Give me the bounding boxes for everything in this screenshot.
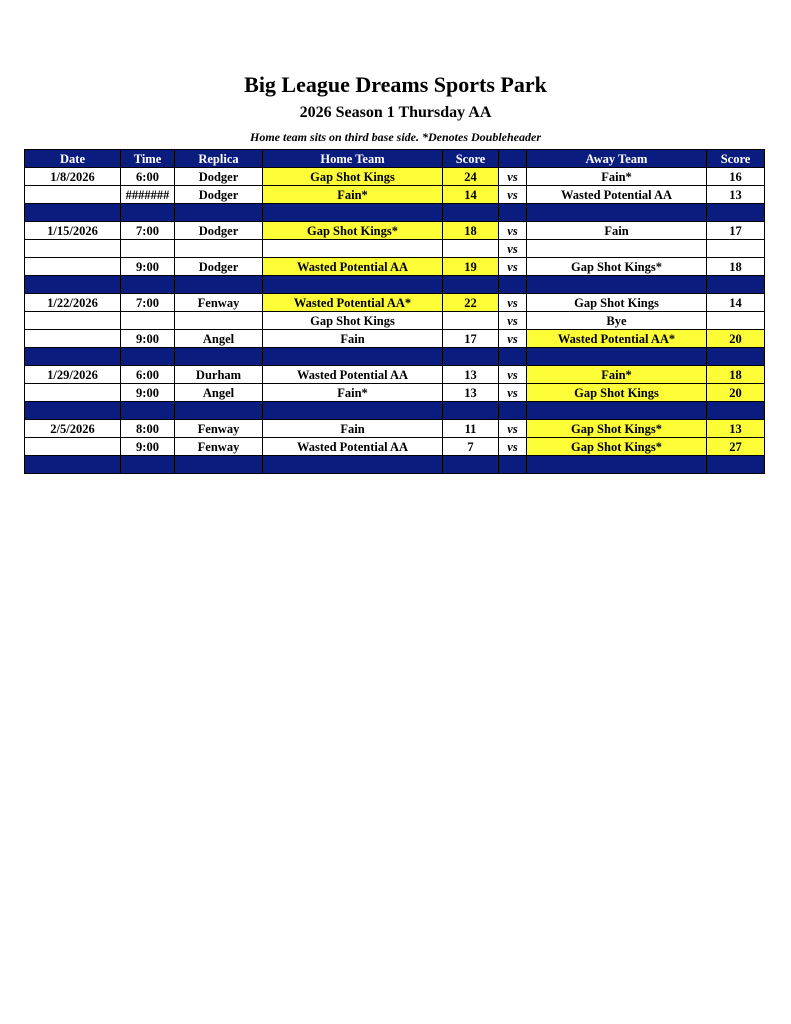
away-score-cell: 20 <box>707 330 765 348</box>
away-score-cell: 13 <box>707 186 765 204</box>
separator-cell <box>25 204 121 222</box>
separator-row <box>25 276 765 294</box>
date-cell <box>25 330 121 348</box>
col-header-date: Date <box>25 150 121 168</box>
table-row <box>25 384 765 402</box>
home-score-cell: 18 <box>443 222 499 240</box>
table-row <box>25 168 765 186</box>
home-score-cell: 19 <box>443 258 499 276</box>
col-header-home-team: Home Team <box>263 150 443 168</box>
separator-cell <box>25 456 121 474</box>
away-score-cell: 14 <box>707 294 765 312</box>
home-team-cell: Fain* <box>263 186 443 204</box>
separator-cell <box>499 204 527 222</box>
table-row <box>25 438 765 456</box>
separator-cell <box>707 402 765 420</box>
replica-cell: Fenway <box>175 438 263 456</box>
vs-cell: vs <box>499 330 527 348</box>
schedule-table <box>24 149 765 474</box>
col-header-home-score: Score <box>443 150 499 168</box>
date-cell: 1/29/2026 <box>25 366 121 384</box>
home-team-cell: Fain <box>263 420 443 438</box>
separator-cell <box>707 456 765 474</box>
date-cell <box>25 384 121 402</box>
separator-row <box>25 456 765 474</box>
vs-cell: vs <box>499 240 527 258</box>
replica-cell: Dodger <box>175 258 263 276</box>
date-cell <box>25 240 121 258</box>
separator-cell <box>499 276 527 294</box>
away-team-cell: Gap Shot Kings <box>527 294 707 312</box>
table-row <box>25 420 765 438</box>
time-cell: ####### <box>121 186 175 204</box>
table-row <box>25 240 765 258</box>
date-cell: 1/8/2026 <box>25 168 121 186</box>
table-row <box>25 258 765 276</box>
replica-cell <box>175 312 263 330</box>
col-header-vs <box>499 150 527 168</box>
separator-cell <box>263 456 443 474</box>
separator-cell <box>121 456 175 474</box>
home-team-cell: Gap Shot Kings <box>263 312 443 330</box>
separator-cell <box>175 348 263 366</box>
separator-cell <box>707 204 765 222</box>
separator-cell <box>443 402 499 420</box>
vs-cell: vs <box>499 222 527 240</box>
replica-cell: Dodger <box>175 186 263 204</box>
separator-cell <box>175 204 263 222</box>
replica-cell <box>175 240 263 258</box>
away-team-cell: Wasted Potential AA <box>527 186 707 204</box>
home-team-cell: Wasted Potential AA <box>263 258 443 276</box>
separator-cell <box>527 402 707 420</box>
page-subtitle: 2026 Season 1 Thursday AA <box>299 104 492 121</box>
vs-cell: vs <box>499 312 527 330</box>
table-row <box>25 366 765 384</box>
separator-row <box>25 402 765 420</box>
away-score-cell <box>707 240 765 258</box>
separator-cell <box>121 348 175 366</box>
home-score-cell: 11 <box>443 420 499 438</box>
separator-cell <box>707 276 765 294</box>
separator-cell <box>443 204 499 222</box>
replica-cell: Fenway <box>175 420 263 438</box>
separator-cell <box>121 204 175 222</box>
home-team-cell: Gap Shot Kings <box>263 168 443 186</box>
schedule-body <box>25 168 765 474</box>
replica-cell: Angel <box>175 384 263 402</box>
separator-cell <box>443 348 499 366</box>
separator-cell <box>527 456 707 474</box>
separator-cell <box>121 402 175 420</box>
separator-cell <box>527 348 707 366</box>
away-team-cell: Bye <box>527 312 707 330</box>
date-cell <box>25 258 121 276</box>
vs-cell: vs <box>499 438 527 456</box>
separator-cell <box>175 276 263 294</box>
away-team-cell <box>527 240 707 258</box>
table-row <box>25 186 765 204</box>
away-team-cell: Fain* <box>527 366 707 384</box>
home-score-cell: 24 <box>443 168 499 186</box>
home-score-cell: 7 <box>443 438 499 456</box>
vs-cell: vs <box>499 186 527 204</box>
home-score-cell: 13 <box>443 366 499 384</box>
separator-cell <box>527 276 707 294</box>
date-cell: 1/22/2026 <box>25 294 121 312</box>
vs-cell: vs <box>499 366 527 384</box>
separator-cell <box>499 402 527 420</box>
replica-cell: Fenway <box>175 294 263 312</box>
separator-cell <box>443 456 499 474</box>
separator-cell <box>25 276 121 294</box>
away-team-cell: Gap Shot Kings* <box>527 420 707 438</box>
home-score-cell: 17 <box>443 330 499 348</box>
home-team-cell: Wasted Potential AA <box>263 366 443 384</box>
col-header-time: Time <box>121 150 175 168</box>
separator-cell <box>499 348 527 366</box>
separator-cell <box>527 204 707 222</box>
away-team-cell: Gap Shot Kings* <box>527 438 707 456</box>
time-cell: 9:00 <box>121 438 175 456</box>
away-score-cell: 13 <box>707 420 765 438</box>
home-score-cell: 22 <box>443 294 499 312</box>
separator-cell <box>121 276 175 294</box>
vs-cell: vs <box>499 168 527 186</box>
away-score-cell: 27 <box>707 438 765 456</box>
col-header-away-score: Score <box>707 150 765 168</box>
away-team-cell: Fain* <box>527 168 707 186</box>
table-row <box>25 330 765 348</box>
date-cell <box>25 312 121 330</box>
away-team-cell: Gap Shot Kings* <box>527 258 707 276</box>
home-team-cell: Wasted Potential AA* <box>263 294 443 312</box>
separator-cell <box>263 402 443 420</box>
separator-row <box>25 348 765 366</box>
away-score-cell <box>707 312 765 330</box>
time-cell: 7:00 <box>121 222 175 240</box>
replica-cell: Dodger <box>175 222 263 240</box>
separator-row <box>25 204 765 222</box>
separator-cell <box>25 402 121 420</box>
away-team-cell: Fain <box>527 222 707 240</box>
time-cell: 9:00 <box>121 384 175 402</box>
home-score-cell <box>443 240 499 258</box>
home-team-cell: Wasted Potential AA <box>263 438 443 456</box>
time-cell <box>121 240 175 258</box>
time-cell: 8:00 <box>121 420 175 438</box>
replica-cell: Dodger <box>175 168 263 186</box>
time-cell: 7:00 <box>121 294 175 312</box>
replica-cell: Durham <box>175 366 263 384</box>
separator-cell <box>263 276 443 294</box>
col-header-away-team: Away Team <box>527 150 707 168</box>
home-team-cell: Fain <box>263 330 443 348</box>
separator-cell <box>263 204 443 222</box>
vs-cell: vs <box>499 258 527 276</box>
schedule-note: Home team sits on third base side. *Denotes Doubleheader <box>250 130 541 144</box>
table-row <box>25 312 765 330</box>
time-cell <box>121 312 175 330</box>
time-cell: 9:00 <box>121 330 175 348</box>
separator-cell <box>175 402 263 420</box>
away-team-cell: Wasted Potential AA* <box>527 330 707 348</box>
date-cell: 2/5/2026 <box>25 420 121 438</box>
table-row <box>25 222 765 240</box>
separator-cell <box>25 348 121 366</box>
date-cell <box>25 186 121 204</box>
home-score-cell: 14 <box>443 186 499 204</box>
home-score-cell <box>443 312 499 330</box>
separator-cell <box>175 456 263 474</box>
away-score-cell: 18 <box>707 258 765 276</box>
separator-cell <box>707 348 765 366</box>
separator-cell <box>263 348 443 366</box>
time-cell: 6:00 <box>121 168 175 186</box>
time-cell: 6:00 <box>121 366 175 384</box>
table-row <box>25 294 765 312</box>
away-score-cell: 17 <box>707 222 765 240</box>
away-score-cell: 16 <box>707 168 765 186</box>
home-team-cell: Fain* <box>263 384 443 402</box>
away-score-cell: 20 <box>707 384 765 402</box>
separator-cell <box>443 276 499 294</box>
away-score-cell: 18 <box>707 366 765 384</box>
vs-cell: vs <box>499 420 527 438</box>
date-cell <box>25 438 121 456</box>
vs-cell: vs <box>499 294 527 312</box>
time-cell: 9:00 <box>121 258 175 276</box>
col-header-replica: Replica <box>175 150 263 168</box>
home-team-cell: Gap Shot Kings* <box>263 222 443 240</box>
away-team-cell: Gap Shot Kings <box>527 384 707 402</box>
page-title: Big League Dreams Sports Park <box>244 72 547 97</box>
home-team-cell <box>263 240 443 258</box>
replica-cell: Angel <box>175 330 263 348</box>
date-cell: 1/15/2026 <box>25 222 121 240</box>
vs-cell: vs <box>499 384 527 402</box>
header-row <box>25 150 765 168</box>
separator-cell <box>499 456 527 474</box>
home-score-cell: 13 <box>443 384 499 402</box>
